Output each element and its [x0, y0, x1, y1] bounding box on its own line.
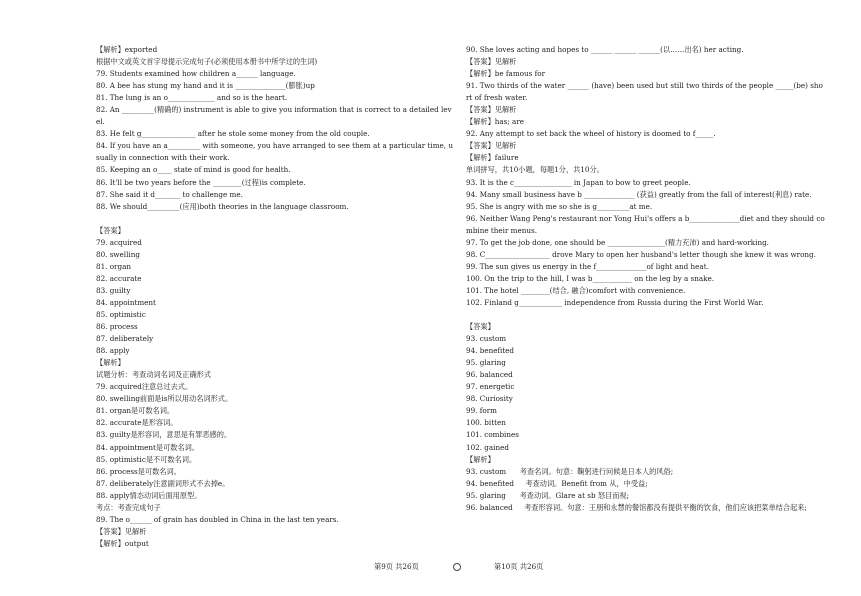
text-line: 根据中文或英文首字母提示完成句子(必须使用本册书中所学过的生词) — [96, 57, 318, 67]
text-line: 95. glaring — [466, 358, 506, 368]
text-line: 99. The sun gives us energy in the f______________of light and heat. — [466, 261, 709, 271]
text-line: 【答案】见解析 — [96, 526, 147, 536]
text-line: 100. bitten — [466, 418, 506, 428]
text-line: 【解析】 — [96, 358, 125, 368]
text-line: 【答案】见解析 — [466, 105, 517, 115]
text-line: 80. swelling前面是is所以用动名词形式。 — [96, 394, 233, 404]
text-line: 79. acquired注意总过去式。 — [96, 382, 193, 392]
text-line: 98. Curiosity — [466, 394, 513, 404]
text-line: 95. glaring 考查动词。Glare at sb 怒目而视; — [466, 490, 630, 500]
text-line: 【解析】be famous for — [466, 69, 546, 79]
text-line: 86. process是可数名词。 — [96, 466, 181, 476]
text-line: 【解析】exported — [96, 45, 158, 54]
text-line: 82. accurate — [96, 273, 142, 283]
text-line: 102. Finland g____________ independence from Russia during the First World War. — [466, 297, 764, 307]
text-line: 80. swelling — [96, 249, 140, 259]
text-line: 【答案】见解析 — [466, 57, 517, 67]
text-line: 91. Two thirds of the water ______ (have) been used but still two thirds of the people _____(be) short of fresh water. — [466, 81, 823, 103]
text-line: 96. balanced — [466, 370, 513, 380]
text-line: 【答案】 — [466, 322, 495, 332]
text-line: 99. form — [466, 406, 497, 416]
text-line: 83. guilty是形容词，意思是有罪恶感的。 — [96, 430, 232, 440]
left-column — [96, 44, 454, 550]
text-line: 97. energetic — [466, 382, 515, 392]
text-line: 89. The o______ of grain has doubled in China in the last ten years. — [96, 514, 339, 524]
text-line: 79. Students examined how children a______ language. — [96, 69, 296, 79]
text-line: 95. She is angry with me so she is g_________at me. — [466, 201, 653, 211]
text-line: 【解析】failure — [466, 153, 519, 163]
text-line: 【解析】has; are — [466, 117, 525, 127]
text-line: 86. It'll be two years before the ________(过程)is complete. — [96, 177, 306, 187]
text-line: 试题分析：考查动词名词及正确形式 — [96, 370, 212, 380]
text-line: 93. custom 考查名词。句意：鞠躬进行问候是日本人的风俗; — [466, 466, 674, 476]
text-line: 81. organ — [96, 261, 131, 271]
text-line: 87. deliberately注意副词形式不去掉e。 — [96, 478, 230, 488]
text-line: 84. If you have an a_________ with someone, you have arranged to see them at a particular time, usually in connection with their work. — [96, 141, 453, 163]
text-line: 82. An _________(精确的) instrument is able to give you information that is correct to a detailed level. — [96, 105, 452, 127]
text-line: 98. C__________________ drove Mary to open her husband's letter though she knew it was wrong. — [466, 249, 816, 259]
text-line: 【答案】见解析 — [466, 141, 517, 151]
text-line: 96. balanced 考查形容词。句意：王朋和永慧的餐馆都没有提供平衡的饮食，他们应该把菜单结合起来; — [466, 502, 807, 512]
text-line: 85. optimistic — [96, 309, 146, 319]
text-line: 93. It is the c________________ in Japan to bow to greet people. — [466, 177, 691, 187]
text-line: 85. optimistic是不可数名词。 — [96, 454, 197, 464]
text-line: 87. She said it d_______ to challenge me. — [96, 189, 243, 199]
text-line: 82. accurate是形容词。 — [96, 418, 178, 428]
text-line: 81. The lung is an o_____________ and so is the heart. — [96, 93, 288, 103]
page-divider-circle — [453, 563, 461, 571]
page-number-right: 第10页 共26页 — [494, 562, 544, 571]
text-line: 【答案】 — [96, 225, 125, 235]
text-line: 94. benefited — [466, 346, 514, 356]
text-line: 86. process — [96, 322, 138, 332]
text-line: 94. Many small business have b ______________ (获益) greatly from the fall of interest(利息) rate. — [466, 189, 812, 199]
text-line: 【解析】output — [96, 538, 149, 548]
text-line: 84. appointment — [96, 297, 156, 307]
text-line: 102. gained — [466, 442, 509, 452]
text-line — [96, 213, 454, 225]
text-line: 83. guilty — [96, 285, 131, 295]
text-line: 101. combines — [466, 430, 519, 440]
text-line: 单词拼写，共10小题，每题1分，共10分。 — [466, 165, 604, 175]
text-line: 90. She loves acting and hopes to ______ ______ ______(以……出名) her acting. — [466, 45, 744, 54]
text-line: 93. custom — [466, 334, 507, 344]
text-line: 92. Any attempt to set back the wheel of history is doomed to f_____. — [466, 129, 716, 139]
text-line: 88. We should_________(应用)both theories in the language classroom. — [96, 201, 349, 211]
text-line: 101. The hotel ________(结合, 融合)comfort with convenience. — [466, 285, 686, 295]
text-line: 100. On the trip to the hill, I was b___________ on the leg by a snake. — [466, 273, 715, 283]
text-line: 考点：考查完成句子 — [96, 502, 161, 512]
text-line: 87. deliberately — [96, 334, 154, 344]
text-line: 88. apply情态动词后面用原型。 — [96, 490, 202, 500]
text-line: 79. acquired — [96, 237, 142, 247]
right-column — [466, 44, 826, 514]
text-line: 81. organ是可数名词。 — [96, 406, 175, 416]
text-line: 80. A bee has stung my hand and it is ______________(膨胀)up — [96, 81, 315, 91]
page-number-left: 第9页 共26页 — [374, 562, 419, 571]
text-line — [466, 309, 826, 321]
text-line: 97. To get the job done, one should be ________________(精力充沛) and hard-working. — [466, 237, 769, 247]
text-line: 96. Neither Wang Peng's restaurant nor Yong Hui's offers a b______________diet and they should combine their menus. — [466, 213, 825, 235]
text-line: 94. benefited 考查动词。Benefit from 从，中受益; — [466, 478, 648, 488]
text-line: 88. apply — [96, 346, 130, 356]
text-line: 85. Keeping an o____ state of mind is good for health. — [96, 165, 291, 175]
text-line: 83. He felt g_______________ after he stole some money from the old couple. — [96, 129, 370, 139]
text-line: 【解析】 — [466, 454, 495, 464]
text-line: 84. appointment是可数名词。 — [96, 442, 200, 452]
